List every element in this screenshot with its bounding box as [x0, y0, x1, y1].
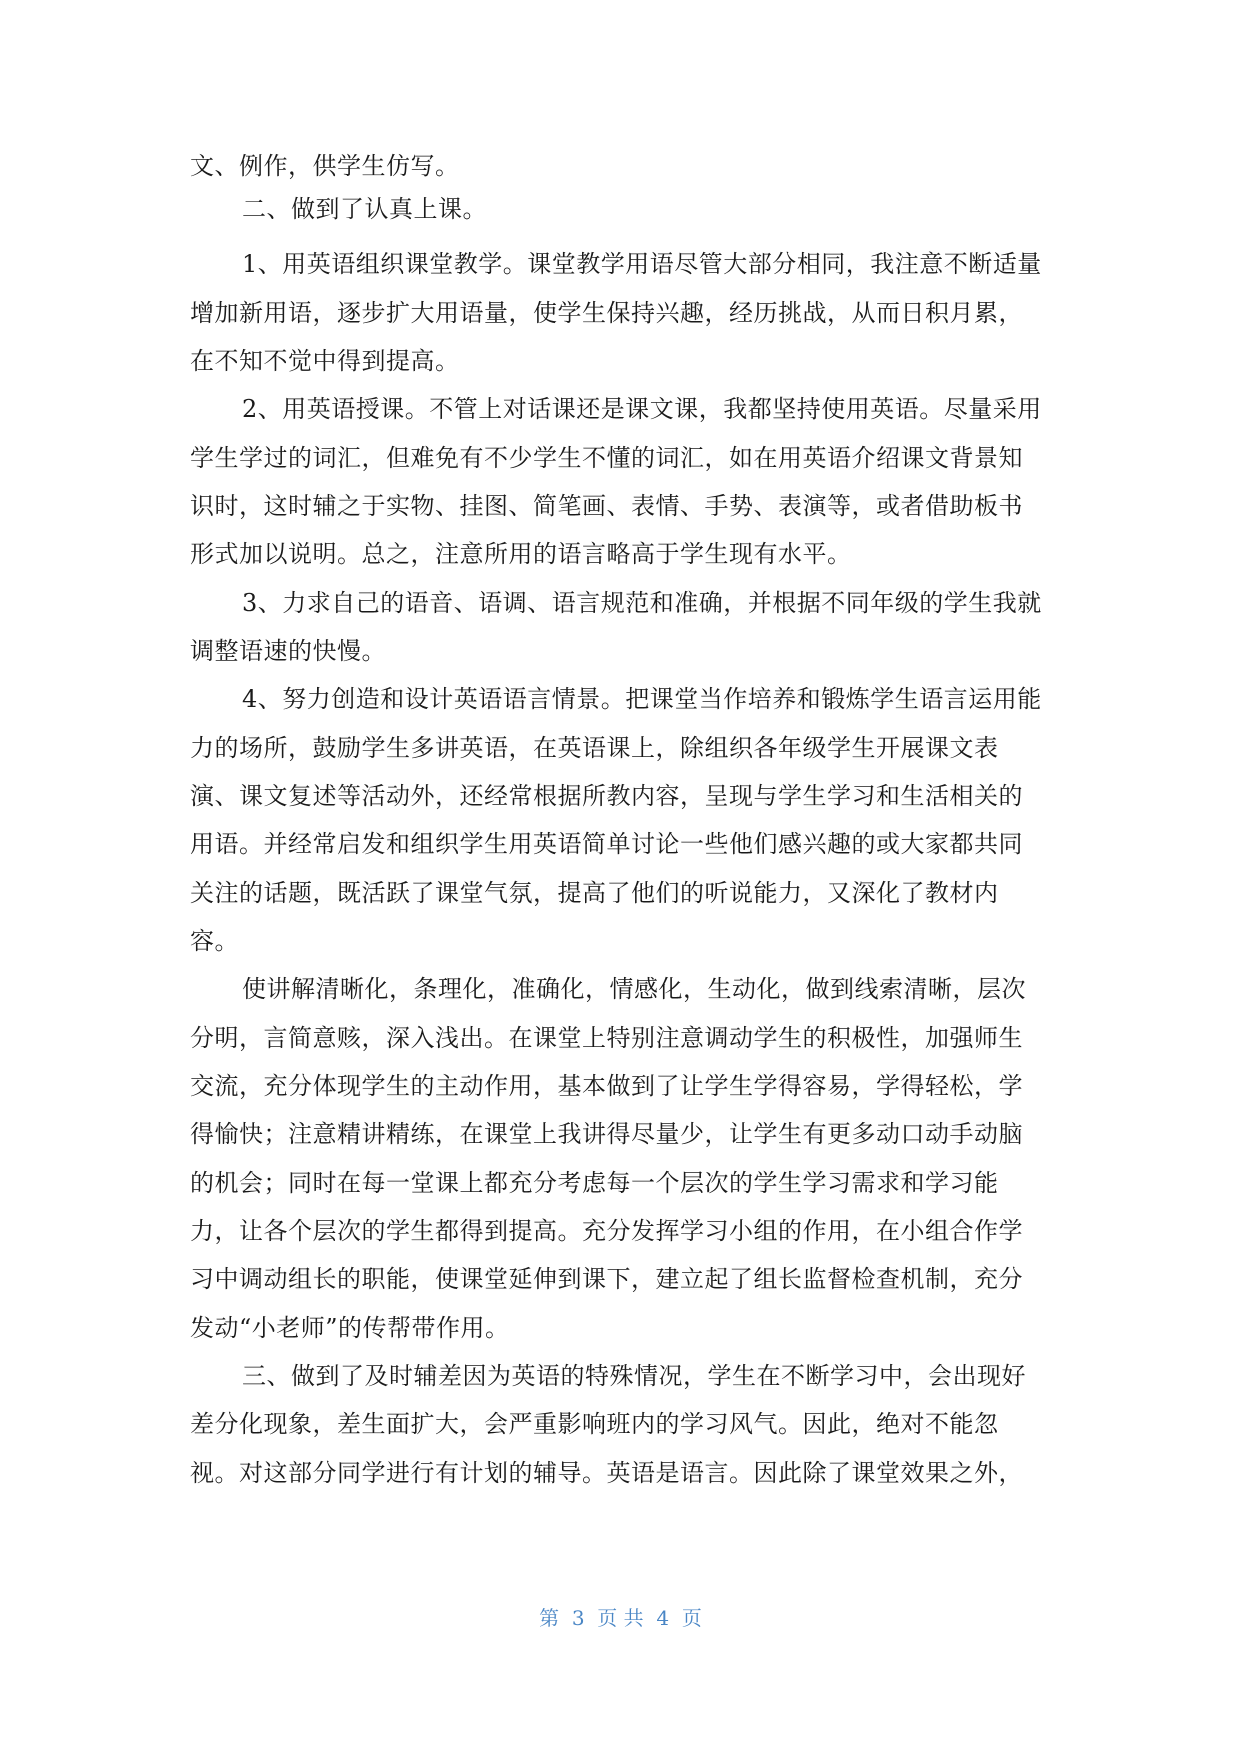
section-heading: 二、做到了认真上课。 [242, 195, 487, 223]
text-line: 分明，言简意赅，深入浅出。在课堂上特别注意调动学生的积极性，加强师生 [190, 1024, 1023, 1052]
text-line: 增加新用语，逐步扩大用语量，使学生保持兴趣，经历挑战，从而日积月累， [190, 299, 1023, 327]
text-line: 2、用英语授课。不管上对话课还是课文课，我都坚持使用英语。尽量采用 [242, 395, 1042, 423]
text-line: 差分化现象，差生面扩大，会严重影响班内的学习风气。因此，绝对不能忽 [190, 1410, 999, 1438]
text-line: 形式加以说明。总之，注意所用的语言略高于学生现有水平。 [190, 540, 852, 568]
text-line: 3、力求自己的语音、语调、语言规范和准确，并根据不同年级的学生我就 [242, 589, 1042, 617]
text-line: 4、努力创造和设计英语语言情景。把课堂当作培养和锻炼学生语言运用能 [242, 685, 1042, 713]
text-line: 调整语速的快慢。 [190, 637, 386, 665]
section-heading: 三、做到了及时辅差因为英语的特殊情况，学生在不断学习中，会出现好 [242, 1362, 1026, 1390]
text-line: 文、例作，供学生仿写。 [190, 152, 460, 180]
text-line: 得愉快；注意精讲精练，在课堂上我讲得尽量少，让学生有更多动口动手动脑 [190, 1120, 1023, 1148]
text-line: 在不知不觉中得到提高。 [190, 347, 460, 375]
text-line: 用语。并经常启发和组织学生用英语简单讨论一些他们感兴趣的或大家都共同 [190, 830, 1023, 858]
text-line: 1、用英语组织课堂教学。课堂教学用语尽管大部分相同，我注意不断适量 [242, 250, 1042, 278]
text-line: 学生学过的词汇，但难免有不少学生不懂的词汇，如在用英语介绍课文背景知 [190, 444, 1023, 472]
text-line: 识时，这时辅之于实物、挂图、简笔画、表情、手势、表演等，或者借助板书 [190, 492, 1023, 520]
text-line: 的机会；同时在每一堂课上都充分考虑每一个层次的学生学习需求和学习能 [190, 1169, 999, 1197]
text-line: 视。对这部分同学进行有计划的辅导。英语是语言。因此除了课堂效果之外， [190, 1459, 1023, 1487]
text-line: 发动“小老师”的传帮带作用。 [190, 1314, 510, 1342]
text-line: 关注的话题，既活跃了课堂气氛，提高了他们的听说能力，又深化了教材内 [190, 879, 999, 907]
text-line: 演、课文复述等活动外，还经常根据所教内容，呈现与学生学习和生活相关的 [190, 782, 1023, 810]
page-number-footer: 第 3 页 共 4 页 [539, 1606, 702, 1630]
text-line: 力的场所，鼓励学生多讲英语，在英语课上，除组织各年级学生开展课文表 [190, 734, 999, 762]
text-line: 使讲解清晰化，条理化，准确化，情感化，生动化，做到线索清晰，层次 [242, 975, 1026, 1003]
text-line: 容。 [190, 927, 239, 955]
text-line: 习中调动组长的职能，使课堂延伸到课下，建立起了组长监督检查机制，充分 [190, 1265, 1023, 1293]
text-line: 交流，充分体现学生的主动作用，基本做到了让学生学得容易，学得轻松，学 [190, 1072, 1023, 1100]
text-line: 力，让各个层次的学生都得到提高。充分发挥学习小组的作用，在小组合作学 [190, 1217, 1023, 1245]
